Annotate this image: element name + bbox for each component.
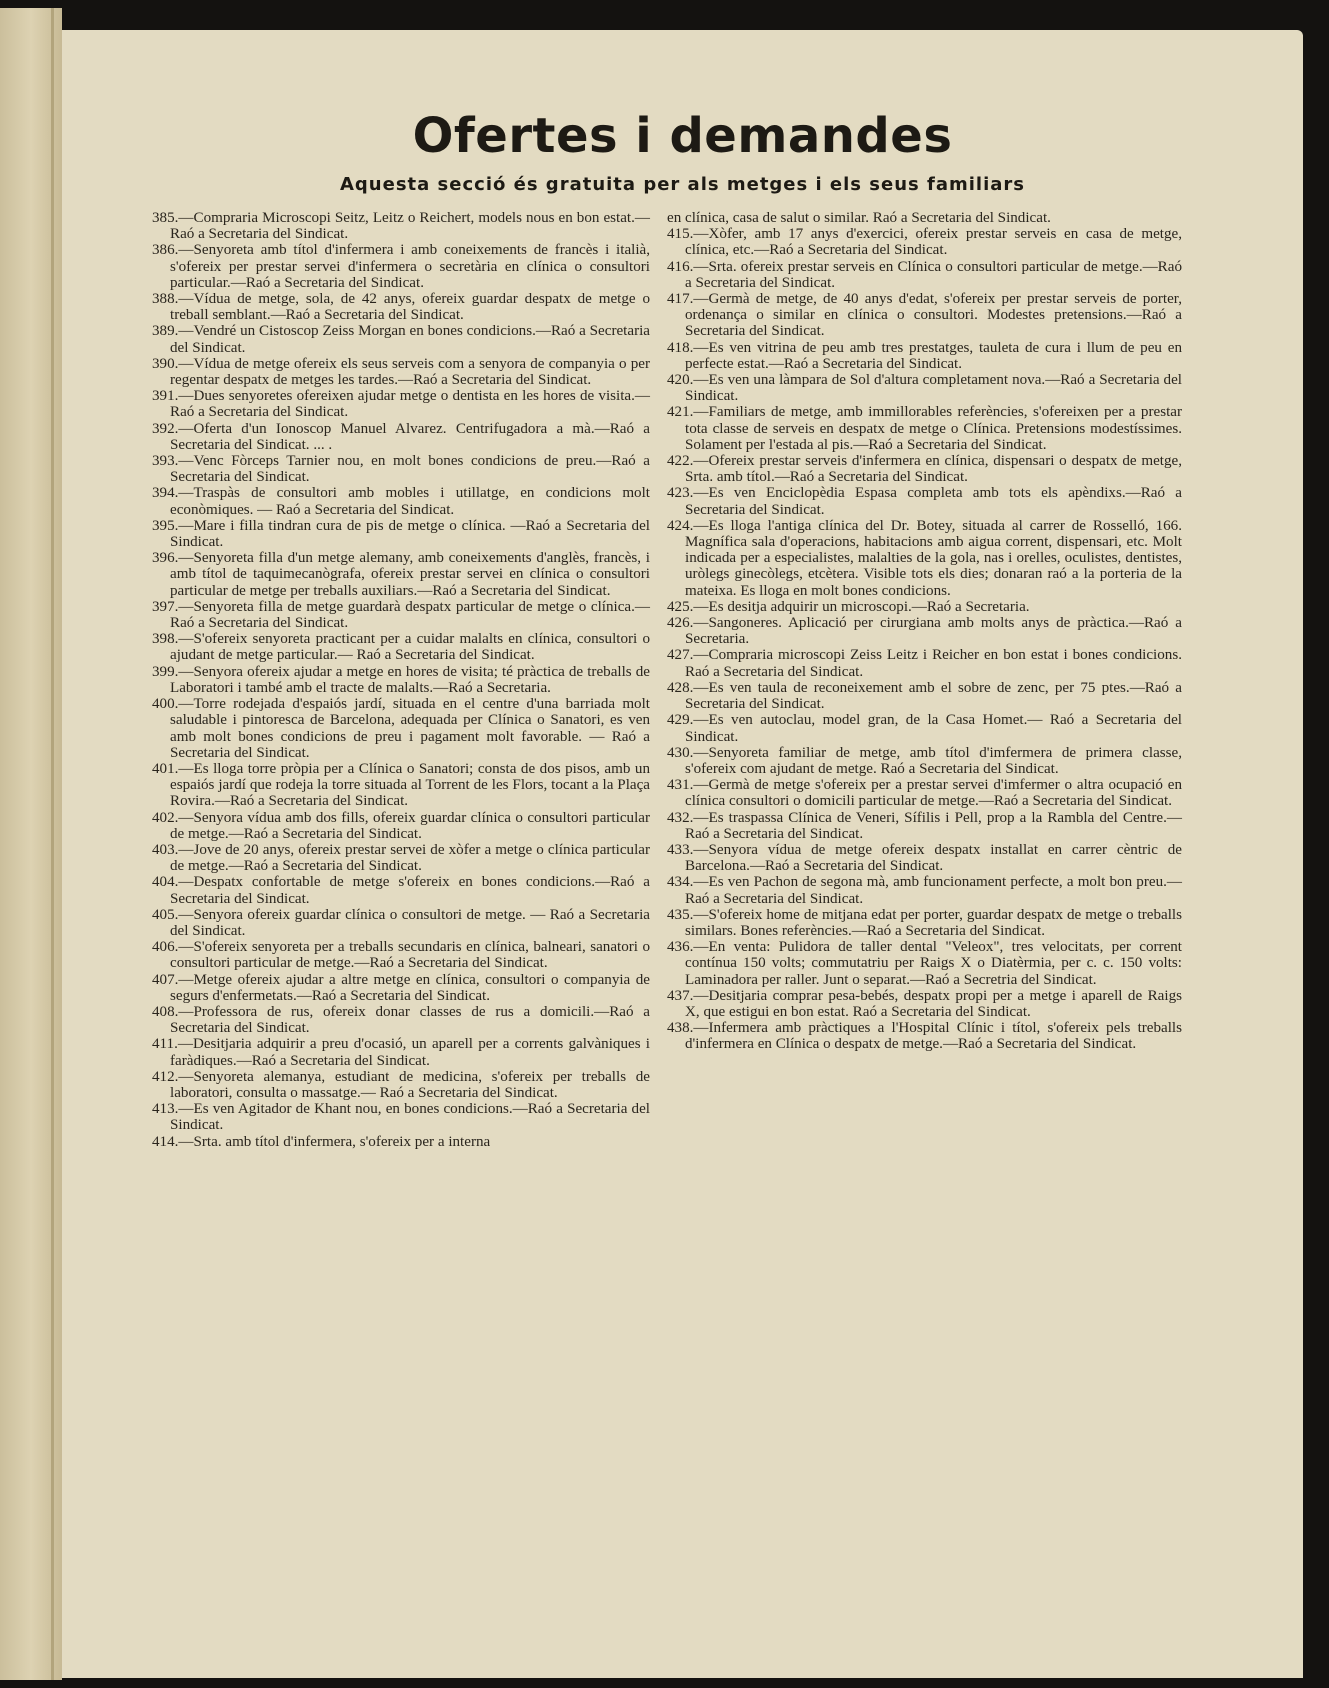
listing-entry: 393.—Venc Fòrceps Tarnier nou, en molt bones condicions de preu.—Raó a Secretaria del Sindicat.: [152, 453, 650, 486]
listing-entry: 401.—Es lloga torre pròpia per a Clínica o Sanatori; consta de dos pisos, amb un espaiós jardí que rodeja la torre situada al Torrent de les Flors, tocant a la Plaça Rovira.—Raó a Secretaria del Sindicat.: [152, 760, 650, 810]
listing-entry: 436.—En venta: Pulidora de taller dental "Veleox", tres velocitats, per corrent contínua 150 volts; commutatriu per Raigs X o Diatèrmia, per c. c. 150 volts: Laminadora per raller. Junt o separat.—Raó a Secretria del Sindicat.: [667, 939, 1182, 988]
listing-entry: 405.—Senyora ofereix guardar clínica o consultori de metge. — Raó a Secretaria del Sindicat.: [152, 906, 650, 939]
listing-entry: 408.—Professora de rus, ofereix donar classes de rus a domicili.—Raó a Secretaria del Sindicat.: [152, 1003, 650, 1037]
listing-entry: 398.—S'ofereix senyoreta practicant per a cuidar malalts en clínica, consultori o ajudant de metge particular.— Raó a Secretaria del Sindicat.: [152, 631, 650, 664]
listing-entry: 407.—Metge ofereix ajudar a altre metge en clínica, consultori o companyia de segurs d'enfermetats.—Raó a Secretaria del Sindicat.: [152, 971, 650, 1004]
left-column: [152, 210, 650, 1150]
listing-entry: 433.—Senyora vídua de metge ofereix despatx installat en carrer cèntric de Barcelona.—Raó a Secretaria del Sindicat.: [667, 841, 1182, 875]
listing-entry: 418.—Es ven vitrina de peu amb tres prestatges, tauleta de cura i llum de peu en perfecte estat.—Raó a Secretaria del Sindicat.: [667, 339, 1182, 372]
listing-entry: 396.—Senyoreta filla d'un metge alemany, amb coneixements d'anglès, francès, i amb títol de taquimecanògrafa, ofereix prestar servei en clínica o consultori particular de metge per treballs auxiliars.—Raó a Secretaria del Sindicat.: [152, 550, 650, 599]
listing-entry: 414.—Srta. amb títol d'infermera, s'ofereix per a interna: [152, 1133, 491, 1150]
listing-entry: 417.—Germà de metge, de 40 anys d'edat, s'ofereix per prestar serveis de porter, ordenança o similar en clínica o consultori. Modestes pretensions.—Raó a Secretaria del Sindicat.: [667, 291, 1182, 340]
listing-entry: 415.—Xòfer, amb 17 anys d'exercici, ofereix prestar serveis en casa de metge, clínica, etc.—Raó a Secretaria del Sindicat.: [667, 226, 1182, 259]
listing-entry: 426.—Sangoneres. Aplicació per cirurgiana amb molts anys de pràctica.—Raó a Secretaria.: [667, 615, 1182, 648]
listing-entry: 392.—Oferta d'un Ionoscop Manuel Alvarez. Centrifugadora a mà.—Raó a Secretaria del Sindicat. ... .: [152, 420, 650, 453]
listing-entry: 391.—Dues senyoretes ofereixen ajudar metge o dentista en les hores de visita.—Raó a Secretaria del Sindicat.: [152, 388, 650, 421]
listing-entry: 402.—Senyora vídua amb dos fills, ofereix guardar clínica o consultori particular de metge.—Raó a Secretaria del Sindicat.: [152, 809, 650, 842]
listing-entry: 385.—Compraria Microscopi Seitz, Leitz o Reichert, models nous en bon estat.—Raó a Secretaria del Sindicat.: [152, 210, 650, 243]
listing-entry: 416.—Srta. ofereix prestar serveis en Clínica o consultori particular de metge.—Raó a Secretaria del Sindicat.: [667, 258, 1182, 291]
listing-entry: 432.—Es traspassa Clínica de Veneri, Sífilis i Pell, prop a la Rambla del Centre.—Raó a Secretaria del Sindicat.: [667, 809, 1182, 842]
listing-entry: 429.—Es ven autoclau, model gran, de la Casa Homet.— Raó a Secretaria del Sindicat.: [667, 712, 1182, 745]
listing-entry: 422.—Ofereix prestar serveis d'infermera en clínica, dispensari o despatx de metge, Srta. amb títol.—Raó a Secretaria del Sindicat.: [667, 453, 1182, 486]
listing-entry: 412.—Senyoreta alemanya, estudiant de medicina, s'ofereix per treballs de laboratori, consulta o massatge.— Raó a Secretaria del Sindicat.: [152, 1068, 650, 1101]
listing-entry: 413.—Es ven Agitador de Khant nou, en bones condicions.—Raó a Secretaria del Sindicat.: [152, 1101, 650, 1134]
listing-entry: 389.—Vendré un Cistoscop Zeiss Morgan en bones condicions.—Raó a Secretaria del Sindicat.: [152, 323, 650, 356]
listing-entry: 395.—Mare i filla tindran cura de pis de metge o clínica. —Raó a Secretaria del Sindicat.: [152, 517, 650, 551]
left-page-edge: [0, 8, 62, 1680]
listing-entry: 394.—Traspàs de consultori amb mobles i utillatge, en condicions molt econòmiques. — Raó a Secretaria del Sindicat.: [152, 485, 650, 518]
listing-entry: 390.—Vídua de metge ofereix els seus serveis com a senyora de companyia o per regentar despatx de metges les tardes.—Raó a Secretaria del Sindicat.: [152, 355, 650, 389]
listing-entry: 399.—Senyora ofereix ajudar a metge en hores de visita; té pràctica de treballs de Laboratori i també amb el tracte de malalts.—Raó a Secretaria.: [152, 663, 650, 696]
listing-entry: 411.—Desitjaria adquirir a preu d'ocasió, un aparell per a corrents galvàniques i faràdiques.—Raó a Secretaria del Sindicat.: [152, 1036, 650, 1069]
right-column: [667, 210, 1182, 1053]
listing-entry: 430.—Senyoreta familiar de metge, amb títol d'imfermera de primera classe, s'ofereix com ajudant de metge. Raó a Secretaria del Sindicat.: [667, 744, 1182, 777]
listing-entry: 386.—Senyoreta amb títol d'infermera i amb coneixements de francès i italià, s'ofereix per prestar servei d'infermera o secretària en clínica o consultori particular.—Raó a Secretaria del Sindicat.: [152, 242, 650, 291]
listing-entry: 406.—S'ofereix senyoreta per a treballs secundaris en clínica, balneari, sanatori o consultori particular de metge.—Raó a Secretaria del Sindicat.: [152, 939, 650, 972]
listing-entry: 400.—Torre rodejada d'espaiós jardí, situada en el centre d'una barriada molt saludable i pintoresca de Barcelona, adequada per Clínica o Sanatori, es ven amb molt bones condicions de preu i pagament molt favorable. — Raó a Secretaria del Sindicat.: [152, 696, 650, 761]
page: [62, 30, 1303, 1678]
listing-entry: en clínica, casa de salut o similar. Raó a Secretaria del Sindicat.: [667, 210, 1051, 226]
listing-entry: 434.—Es ven Pachon de segona mà, amb funcionament perfecte, a molt bon preu.—Raó a Secretaria del Sindicat.: [667, 874, 1182, 907]
page-subtitle: Aquesta secció és gratuita per als metges i els seus familiars: [339, 174, 1025, 195]
listing-entry: 421.—Familiars de metge, amb immillorables referències, s'ofereixen per a prestar tota classe de serveis en despatx de metge o Clínica. Pretensions modestíssimes. Solament per l'estada al pis.—Raó a Secretaria del Sindicat.: [667, 404, 1182, 453]
listing-entry: 424.—Es lloga l'antiga clínica del Dr. Botey, situada al carrer de Rosselló, 166. Magnífica sala d'operacions, habitacions amb aigua corrent, dispensari, etc. Molt indicada per a especialistes, malalties de la gola, nas i orelles, oculistes, dentistes, uròlegs ginecòlegs, etcètera. Visible tots els dies; donaran raó a la porteria de la mateixa. Es lloga en molt bones condicions.: [667, 517, 1182, 599]
listing-entry: 438.—Infermera amb pràctiques a l'Hospital Clínic i títol, s'ofereix pels treballs d'infermera en Clínica o despatx de metge.—Raó a Secretaria del Sindicat.: [667, 1020, 1182, 1053]
listing-entry: 420.—Es ven una làmpara de Sol d'altura completament nova.—Raó a Secretaria del Sindicat.: [667, 372, 1182, 405]
listing-entry: 403.—Jove de 20 anys, ofereix prestar servei de xòfer a metge o clínica particular de metge.—Raó a Secretaria del Sindicat.: [152, 841, 650, 875]
page-title: Ofertes i demandes: [412, 108, 953, 164]
listing-entry: 428.—Es ven taula de reconeixement amb el sobre de zenc, per 75 ptes.—Raó a Secretaria del Sindicat.: [667, 679, 1182, 713]
listing-entry: 388.—Vídua de metge, sola, de 42 anys, ofereix guardar despatx de metge o treball semblant.—Raó a Secretaria del Sindicat.: [152, 291, 650, 324]
listing-entry: 423.—Es ven Enciclopèdia Espasa completa amb tots els apèndixs.—Raó a Secretaria del Sindicat.: [667, 485, 1182, 518]
listing-entry: 435.—S'ofereix home de mitjana edat per porter, guardar despatx de metge o treballs similars. Bones referències.—Raó a Secretaria del Sindicat.: [667, 906, 1182, 939]
listing-entry: 397.—Senyoreta filla de metge guardarà despatx particular de metge o clínica.—Raó a Secretaria del Sindicat.: [152, 598, 650, 632]
listing-entry: 431.—Germà de metge s'ofereix per a prestar servei d'imfermer o altra ocupació en clínica consultori o domicili particular de metge.—Raó a Secretaria del Sindicat.: [667, 777, 1182, 810]
listing-entry: 437.—Desitjaria comprar pesa-bebés, despatx propi per a metge i aparell de Raigs X, que estigui en bon estat. Raó a Secretaria del Sindicat.: [667, 987, 1182, 1020]
listing-entry: 427.—Compraria microscopi Zeiss Leitz i Reicher en bon estat i bones condicions. Raó a Secretaria del Sindicat.: [667, 647, 1182, 680]
page-fold-shadow: [51, 8, 54, 1680]
listing-entry: 425.—Es desitja adquirir un microscopi.—Raó a Secretaria.: [667, 598, 1030, 615]
listing-entry: 404.—Despatx confortable de metge s'ofereix en bones condicions.—Raó a Secretaria del Sindicat.: [152, 874, 650, 907]
